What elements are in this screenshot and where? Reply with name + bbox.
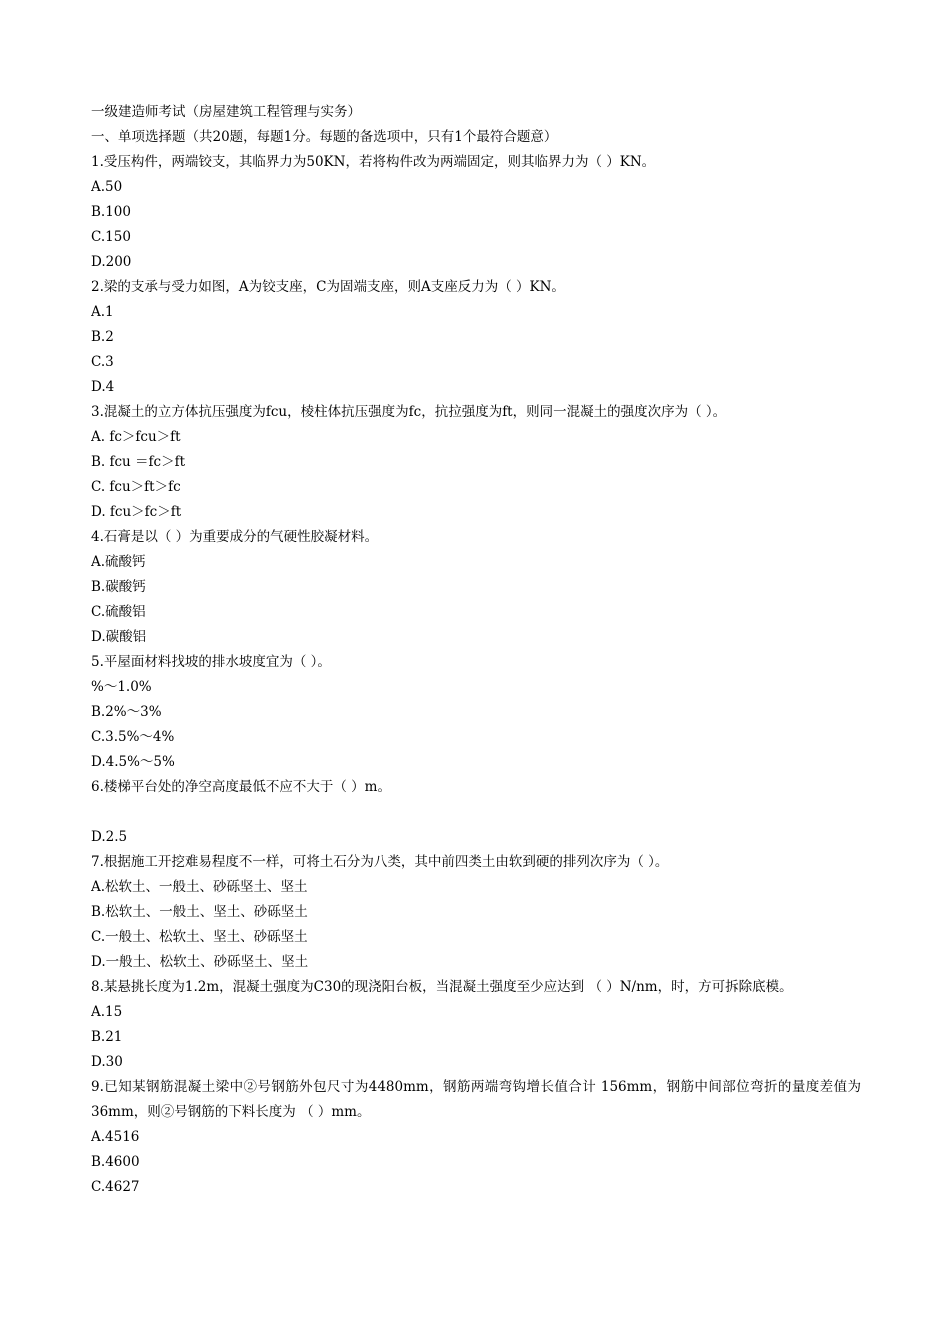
- question-9-option-b: B.4600: [91, 1154, 140, 1170]
- question-9-option-a: A.4516: [91, 1129, 140, 1145]
- question-9-stem: 9.已知某钢筋混凝土梁中②号钢筋外包尺寸为4480mm，钢筋两端弯钩增长值合计 156mm，钢筋中间部位弯折的量度差值为 36mm，则②号钢筋的下料长度为 （ ）mm。: [91, 1079, 861, 1120]
- question-8-option-d: D.30: [91, 1054, 123, 1070]
- section-heading: 一、单项选择题（共20题，每题1分。每题的备选项中，只有1个最符合题意）: [91, 129, 558, 145]
- question-5-option-d: D.4.5%～5%: [91, 754, 175, 770]
- question-7-option-b: B.松软土、一般土、坚土、砂砾坚土: [91, 904, 308, 920]
- question-6-stem: 6.楼梯平台处的净空高度最低不应不大于（ ）m。: [91, 779, 391, 795]
- question-2-option-a: A.1: [91, 304, 114, 320]
- question-2-stem: 2.梁的支承与受力如图，A为铰支座，C为固端支座，则A支座反力为（ ）KN。: [91, 279, 565, 295]
- question-3-option-a: A. fc＞fcu＞ft: [91, 429, 181, 445]
- question-3-option-d: D. fcu＞fc＞ft: [91, 504, 182, 520]
- question-8-stem: 8.某悬挑长度为1.2m，混凝土强度为C30的现浇阳台板，当混凝土强度至少应达到 （ ）N/nm，时，方可拆除底模。: [91, 979, 793, 995]
- question-6-blank-line: [91, 800, 861, 825]
- question-1-option-d: D.200: [91, 254, 132, 270]
- question-5-option-b: B.2%～3%: [91, 704, 162, 720]
- question-5-option-a: %～1.0%: [91, 679, 152, 695]
- question-9-option-c: C.4627: [91, 1179, 140, 1195]
- document-body: [91, 100, 861, 1200]
- question-1-stem: 1.受压构件，两端铰支，其临界力为50KN，若将构件改为两端固定，则其临界力为（ ）KN。: [91, 154, 656, 170]
- question-4-option-d: D.碳酸铝: [91, 629, 147, 645]
- question-3-option-b: B. fcu ＝fc＞ft: [91, 454, 186, 470]
- question-8-option-a: A.15: [91, 1004, 123, 1020]
- question-5-stem: 5.平屋面材料找坡的排水坡度宜为（ ）。: [91, 654, 331, 670]
- question-1-option-b: B.100: [91, 204, 131, 220]
- question-3-option-c: C. fcu＞ft＞fc: [91, 479, 181, 495]
- question-7-option-d: D.一般土、松软土、砂砾坚土、坚土: [91, 954, 309, 970]
- question-3-stem: 3.混凝土的立方体抗压强度为fcu，棱柱体抗压强度为fc，抗拉强度为ft，则同一混凝土的强度次序为（ ）。: [91, 404, 727, 420]
- question-6-option-d: D.2.5: [91, 829, 128, 845]
- question-4-option-c: C.硫酸铝: [91, 604, 146, 620]
- question-5-option-c: C.3.5%～4%: [91, 729, 175, 745]
- question-2-option-b: B.2: [91, 329, 114, 345]
- question-4-stem: 4.石膏是以（ ）为重要成分的气硬性胶凝材料。: [91, 529, 379, 545]
- question-1-option-c: C.150: [91, 229, 131, 245]
- question-4-option-b: B.碳酸钙: [91, 579, 146, 595]
- question-1-option-a: A.50: [91, 179, 123, 195]
- question-4-option-a: A.硫酸钙: [91, 554, 146, 570]
- question-7-stem: 7.根据施工开挖难易程度不一样，可将土石分为八类，其中前四类土由软到硬的排列次序为（ ）。: [91, 854, 669, 870]
- question-2-option-d: D.4: [91, 379, 115, 395]
- document-title: 一级建造师考试（房屋建筑工程管理与实务）: [91, 104, 361, 120]
- question-8-option-b: B.21: [91, 1029, 123, 1045]
- question-7-option-c: C.一般土、松软土、坚土、砂砾坚土: [91, 929, 308, 945]
- question-7-option-a: A.松软土、一般土、砂砾坚土、坚土: [91, 879, 308, 895]
- question-2-option-c: C.3: [91, 354, 114, 370]
